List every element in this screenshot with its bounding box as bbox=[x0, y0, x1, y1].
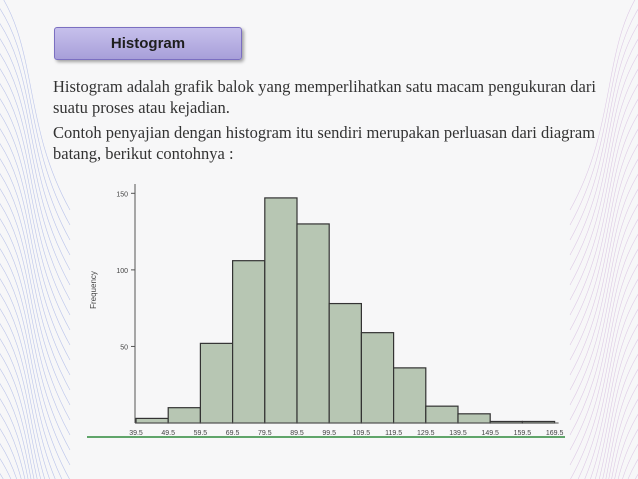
x-tick-label: 169.5 bbox=[545, 430, 564, 437]
histogram-bar bbox=[233, 261, 265, 423]
y-tick-label: 150 bbox=[116, 191, 128, 199]
example-paragraph: Contoh penyajian dengan histogram itu sendiri merupakan perluasan dari diagram batang, berikut contohnya : bbox=[53, 123, 596, 163]
x-tick-label: 69.5 bbox=[225, 430, 240, 437]
slide-title: Histogram bbox=[54, 27, 242, 60]
x-tick-label: 99.5 bbox=[322, 430, 337, 437]
x-tick-label: 109.5 bbox=[352, 430, 371, 437]
x-tick-label: 79.5 bbox=[257, 430, 272, 437]
x-tick-label: 119.5 bbox=[385, 430, 403, 437]
histogram-bar bbox=[168, 408, 200, 423]
histogram-bar bbox=[426, 406, 458, 423]
x-tick-label: 89.5 bbox=[290, 430, 304, 437]
y-tick-label: 50 bbox=[120, 344, 128, 352]
y-tick-label: 100 bbox=[116, 267, 128, 275]
x-tick-label: 139.5 bbox=[449, 430, 467, 437]
x-tick-label: 39.5 bbox=[129, 430, 143, 437]
histogram-bar bbox=[458, 414, 490, 423]
histogram-bar bbox=[329, 304, 361, 423]
x-tick-label: 49.5 bbox=[161, 430, 176, 437]
x-tick-label: 129.5 bbox=[417, 430, 435, 437]
x-tick-label: 159.5 bbox=[513, 430, 532, 437]
histogram-bar bbox=[265, 198, 297, 423]
x-tick-label: 59.5 bbox=[193, 430, 208, 437]
histogram-bar bbox=[297, 224, 329, 423]
x-tick-label: 149.5 bbox=[481, 430, 499, 437]
histogram-bar bbox=[361, 333, 393, 423]
definition-paragraph: Histogram adalah grafik balok yang memperlihatkan satu macam pengukuran dari suatu proses atau kejadian. bbox=[53, 77, 596, 117]
histogram-bar bbox=[136, 418, 168, 423]
histogram-bar bbox=[200, 343, 232, 423]
histogram-chart bbox=[85, 178, 575, 442]
y-axis-label: Frequency bbox=[89, 271, 98, 309]
histogram-bar bbox=[394, 368, 426, 423]
